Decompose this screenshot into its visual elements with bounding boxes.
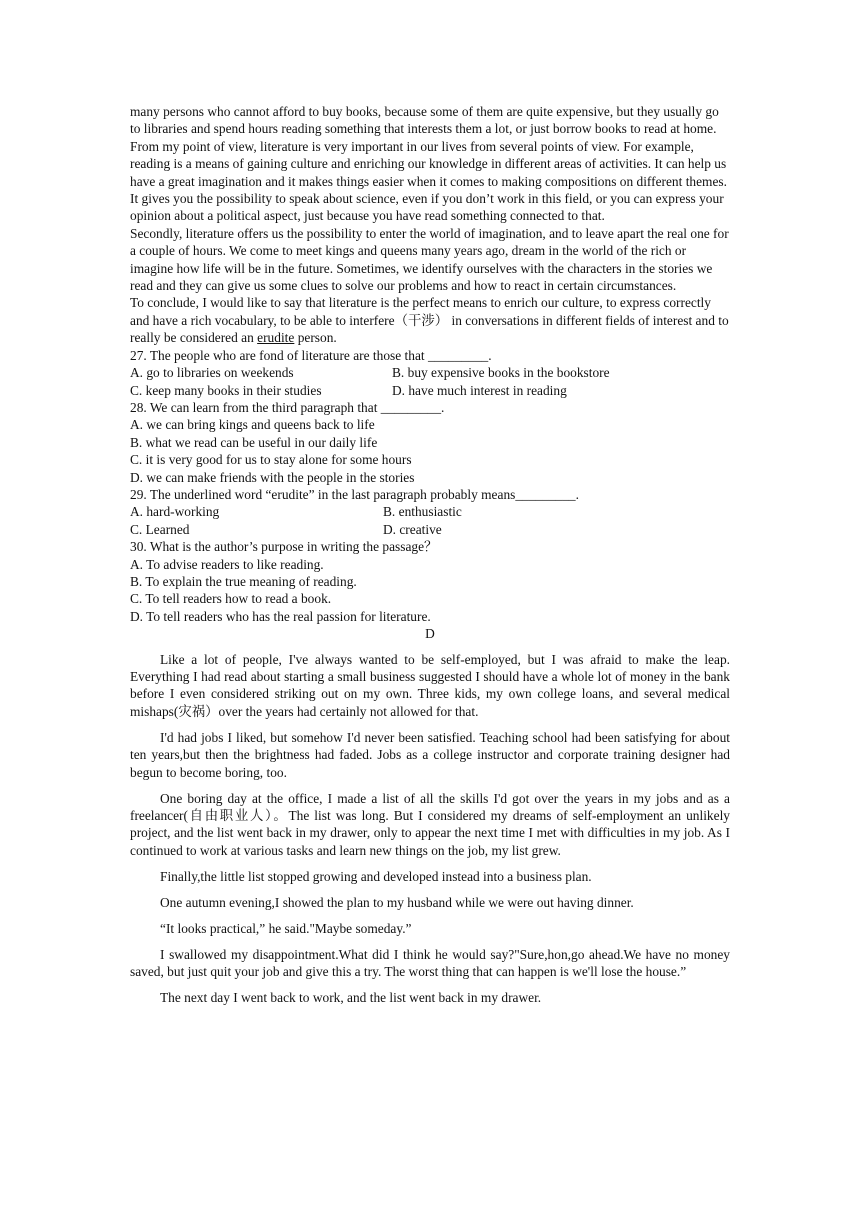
passage-d [130,651,730,1007]
option-d: D. we can make friends with the people in the stories [130,469,415,485]
passage-d-paragraph: One autumn evening,I showed the plan to my husband while we were out having dinner. [160,894,634,910]
paragraph-4-ending: person. [294,330,337,346]
passage-c-paragraph-3: Secondly, literature offers us the possibility to enter the world of imagination, and to leave apart the real one for a couple of hours. We come to meet kings and queens many years ago, dream in the world of the rich or imagine how life will be in the future. Sometimes, we identify ourselves with the characters in the stories we read and they can give us some clues to solve our problems and how to react in certain circumstances. [130,225,729,294]
passage-d-paragraph: The next day I went back to work, and the list went back in my drawer. [160,990,542,1006]
question-27 [130,347,730,399]
option-b: B. buy expensive books in the bookstore [392,365,610,381]
question-30 [130,538,730,625]
option-row [130,382,730,399]
option-a: A. we can bring kings and queens back to life [130,417,375,433]
option-b: B. enthusiastic [383,504,462,520]
paragraph-4-text: To conclude, I would like to say that literature is the perfect means to enrich our culture, to express correctly and have a rich vocabulary, to be able to interfere（干涉） in conversations in different fields of interest and to really be considered an [130,295,729,346]
question-stem: 27. The people who are fond of literature are those that _________. [130,347,492,363]
document-page [130,103,730,1015]
option-b: B. what we read can be useful in our daily life [130,434,378,450]
question-stem: 28. We can learn from the third paragraph that _________. [130,399,445,415]
option-a: A. hard-working [130,504,220,520]
option-c: C. it is very good for us to stay alone for some hours [130,452,412,468]
option-row [130,503,730,520]
passage-c-paragraph-1: many persons who cannot afford to buy books, because some of them are quite expensive, but they usually go to libraries and spend hours reading something that interests them a lot, or just borrow books to read at home. [130,104,719,137]
passage-c-paragraph-2: From my point of view, literature is very important in our lives from several points of view. For example, reading is a means of gaining culture and enriching our knowledge in different areas of activities. It can help us have a great imagination and it makes things easier when it comes to making compositions on different themes. It gives you the possibility to speak about science, even if you don’t work in this field, or you can express your opinion about a political aspect, just because you have read something connected to that. [130,138,727,224]
option-d: D. creative [383,521,442,537]
passage-d-paragraph: “It looks practical,” he said."Maybe someday.” [160,920,412,936]
option-row [130,521,730,538]
option-a: A. go to libraries on weekends [130,365,294,381]
option-c: C. keep many books in their studies [130,382,322,398]
question-28 [130,399,730,486]
passage-d-paragraph: I swallowed my disappointment.What did I think he would say?"Sure,hon,go ahead.We have no money saved, but just quit your job and give this a try. The worst thing that can happen is we'll lose the house.” [130,946,730,980]
question-29 [130,486,730,538]
passage-d-paragraph: Like a lot of people, I've always wanted to be self-employed, but I was afraid to make the leap. Everything I had read about starting a small business suggested I should have a whole lot of money in the bank before I even considered striking out on my own. Three kids, my own college loans, and several medical mishaps(灾祸）over the years had certainly not allowed for that. [130,651,730,719]
option-row [130,364,730,381]
question-stem: 29. The underlined word “erudite” in the last paragraph probably means_________. [130,486,579,502]
passage-d-paragraph: One boring day at the office, I made a list of all the skills I'd got over the years in my jobs and as a freelancer(自由职业人）。The list was long. But I considered my dreams of self-employment an unlikely project, and the list went back in my drawer, only to appear the next time I met with difficulties in my job. As I continued to work at various tasks and learn new things on the job, my list grew. [130,790,730,858]
option-d: D. To tell readers who has the real passion for literature. [130,608,431,624]
option-d: D. have much interest in reading [392,382,567,398]
option-c: C. To tell readers how to read a book. [130,591,332,607]
underlined-word-erudite: erudite [257,330,295,346]
passage-c-paragraph-4 [130,294,730,346]
option-a: A. To advise readers to like reading. [130,556,324,572]
section-title: D [425,626,435,642]
option-c: C. Learned [130,521,190,537]
option-b: B. To explain the true meaning of reading. [130,573,357,589]
question-stem: 30. What is the author’s purpose in writing the passage？ [130,539,438,555]
passage-d-paragraph: I'd had jobs I liked, but somehow I'd never been satisfied. Teaching school had been satisfying for about ten years,but then the brightness had faded. Jobs as a college instructor and corporate training designer had begun to become boring, too. [130,729,730,780]
passage-d-paragraph: Finally,the little list stopped growing and developed instead into a business plan. [160,868,592,884]
